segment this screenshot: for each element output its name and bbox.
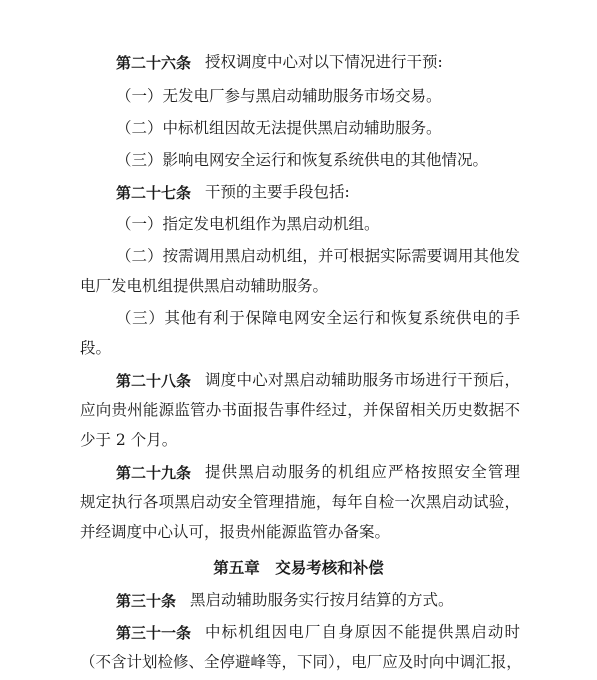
article-26-text: 授权调度中心对以下情况进行干预: <box>205 53 443 72</box>
article-28-text-2: 应向贵州能源监管办书面报告事件经过，并保留相关历史数据不 <box>80 401 520 420</box>
article-28-line-3: 少于 2 个月。 <box>80 431 178 450</box>
article-31-title: 第三十一条 <box>116 623 192 642</box>
article-28-title: 第二十八条 <box>116 371 192 390</box>
article-27-heading-line <box>116 182 520 204</box>
article-27-item-3-text-1: （三）其他有利于保障电网安全运行和恢复系统供电的手 <box>116 309 520 328</box>
article-26-item-2: （二）中标机组因故无法提供黑启动辅助服务。 <box>116 119 442 138</box>
article-31-line-1 <box>116 622 520 644</box>
article-31-line-2 <box>80 652 520 674</box>
article-28-line-2 <box>80 400 520 422</box>
article-31-text-2: （不含计划检修、全停避峰等，下同），电厂应及时向中调汇报， <box>80 653 522 672</box>
article-26-item-3: （三）影响电网安全运行和恢复系统供电的其他情况。 <box>116 151 489 170</box>
article-29-text-2: 规定执行各项黑启动安全管理措施，每年自检一次黑启动试验， <box>80 493 520 512</box>
article-31-text-1: 中标机组因电厂自身原因不能提供黑启动时 <box>205 623 520 642</box>
article-27-item-1: （一）指定发电机组作为黑启动机组。 <box>116 215 380 234</box>
article-27-item-2-line-1 <box>116 246 520 268</box>
article-29-title: 第二十九条 <box>116 463 192 482</box>
article-30-title: 第三十条 <box>116 591 177 610</box>
article-29-line-1 <box>116 462 520 484</box>
article-30-text: 黑启动辅助服务实行按月结算的方式。 <box>190 591 454 610</box>
article-27-title: 第二十七条 <box>116 183 192 202</box>
article-29-line-3: 并经调度中心认可，报贵州能源监管办备案。 <box>80 523 391 542</box>
article-30-line <box>116 590 520 612</box>
article-27-item-3-line-1 <box>116 308 520 330</box>
article-27-item-2-text-1: （二）按需调用黑启动机组，并可根据实际需要调用其他发 <box>116 247 520 266</box>
article-26-title: 第二十六条 <box>116 53 192 72</box>
article-27-text: 干预的主要手段包括: <box>205 183 350 202</box>
chapter-5-heading: 第五章 交易考核和补偿 <box>213 559 384 577</box>
article-29-line-2 <box>80 492 520 514</box>
article-28-text-1: 调度中心对黑启动辅助服务市场进行干预后， <box>205 371 520 390</box>
article-26-heading-line <box>116 52 520 74</box>
article-27-item-2-line-2: 电厂发电机组提供黑启动辅助服务。 <box>80 277 329 296</box>
article-26-item-1: （一）无发电厂参与黑启动辅助服务市场交易。 <box>116 87 442 106</box>
article-28-line-1 <box>116 370 520 392</box>
article-27-item-3-line-2: 段。 <box>80 339 112 358</box>
article-29-text-1: 提供黑启动服务的机组应严格按照安全管理 <box>205 463 520 482</box>
